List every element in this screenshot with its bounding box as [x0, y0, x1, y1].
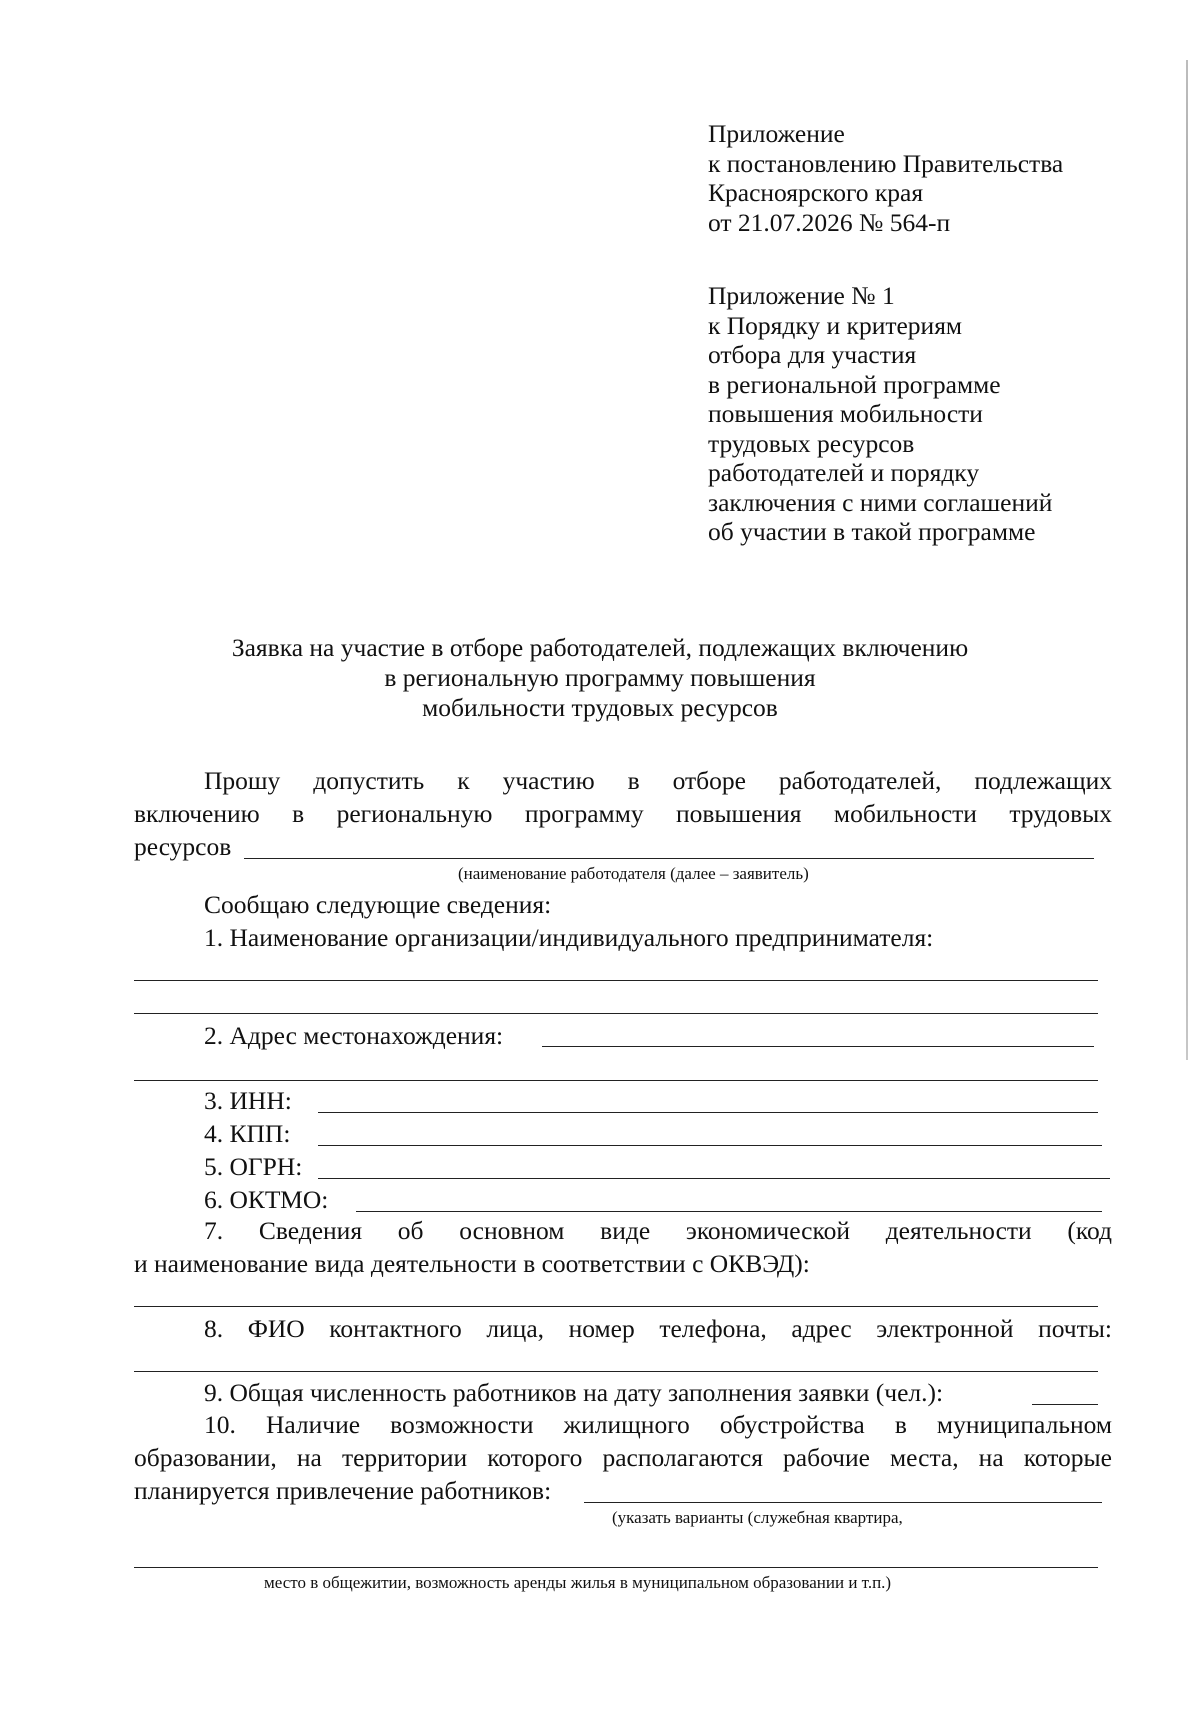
- kpp-field[interactable]: [318, 1145, 1102, 1146]
- item-4-label: 4. КПП:: [204, 1119, 291, 1148]
- item-7-line-1: 7. Сведения об основном виде экономической деятельности (код: [204, 1216, 1112, 1245]
- employer-name-field[interactable]: [244, 858, 1094, 859]
- appendix-line: в региональной программе: [708, 369, 1001, 399]
- appendix-line: повышения мобильности: [708, 399, 983, 428]
- address-field-2[interactable]: [134, 1080, 1098, 1081]
- item-9-label: 9. Общая численность работников на дату заполнения заявки (чел.):: [204, 1378, 944, 1407]
- housing-options-field[interactable]: [584, 1502, 1102, 1503]
- appendix-line: к постановлению Правительства: [708, 148, 1064, 178]
- appendix-line: к Порядку и критериям: [708, 310, 963, 340]
- appendix-line: Красноярского края: [708, 178, 924, 207]
- title-line: мобильности трудовых ресурсов: [422, 693, 778, 722]
- title-line: Заявка на участие в отборе работодателей, подлежащих включению: [231, 633, 969, 662]
- appendix-line: от 21.07.2026 № 564-п: [708, 207, 951, 237]
- appendix-line: Приложение № 1: [708, 281, 895, 310]
- item-6-label: 6. ОКТМО:: [204, 1185, 329, 1214]
- appendix-line: заключения с ними соглашений: [708, 487, 1053, 517]
- item-7-line-2: и наименование вида деятельности в соответствии с ОКВЭД):: [134, 1249, 810, 1278]
- housing-options-field-2[interactable]: [134, 1567, 1098, 1568]
- item-2-label: 2. Адрес местонахождения:: [204, 1021, 504, 1050]
- organization-name-field-2[interactable]: [134, 1013, 1098, 1014]
- contact-field[interactable]: [134, 1371, 1098, 1372]
- item-10-line-3: планируется привлечение работников:: [134, 1476, 552, 1505]
- item-10-line-2: образовании, на территории которого располагаются рабочие места, на которые: [134, 1443, 1112, 1472]
- document-title: [134, 633, 1066, 723]
- oktmo-field[interactable]: [356, 1211, 1102, 1212]
- housing-caption-1: (указать варианты (служебная квартира,: [612, 1508, 903, 1527]
- appendix-header: [708, 119, 1063, 237]
- appendix-line: Приложение: [708, 119, 845, 148]
- item-3-label: 3. ИНН:: [204, 1086, 292, 1115]
- title-line: в региональную программу повышения: [384, 663, 816, 692]
- appendix-header-2: [708, 281, 1052, 547]
- appendix-line: работодателей и порядку: [708, 458, 980, 487]
- okved-field[interactable]: [134, 1306, 1098, 1307]
- inn-field[interactable]: [318, 1112, 1098, 1113]
- employer-name-caption: (наименование работодателя (далее – заявитель): [458, 864, 809, 883]
- item-1-label: 1. Наименование организации/индивидуального предпринимателя:: [204, 923, 934, 952]
- item-8-label: 8. ФИО контактного лица, номер телефона, адрес электронной почты:: [204, 1314, 1112, 1343]
- ogrn-field[interactable]: [318, 1178, 1110, 1179]
- appendix-line: отбора для участия: [708, 340, 917, 369]
- request-line-3: ресурсов: [134, 832, 232, 861]
- intro-text: Сообщаю следующие сведения:: [204, 890, 552, 919]
- item-10-line-1: 10. Наличие возможности жилищного обустройства в муниципальном: [204, 1410, 1112, 1439]
- request-line-1: Прошу допустить к участию в отборе работодателей, подлежащих: [204, 766, 1112, 795]
- address-field[interactable]: [542, 1046, 1094, 1047]
- appendix-line: трудовых ресурсов: [708, 428, 915, 458]
- housing-caption-2: место в общежитии, возможность аренды жилья в муниципальном образовании и т.п.): [264, 1573, 892, 1592]
- scan-edge-mark: [1186, 60, 1188, 1060]
- employee-count-field[interactable]: [1032, 1404, 1098, 1405]
- item-5-label: 5. ОГРН:: [204, 1152, 303, 1181]
- appendix-line: об участии в такой программе: [708, 517, 1036, 546]
- request-line-2: включению в региональную программу повышения мобильности трудовых: [134, 799, 1112, 828]
- organization-name-field[interactable]: [134, 980, 1098, 981]
